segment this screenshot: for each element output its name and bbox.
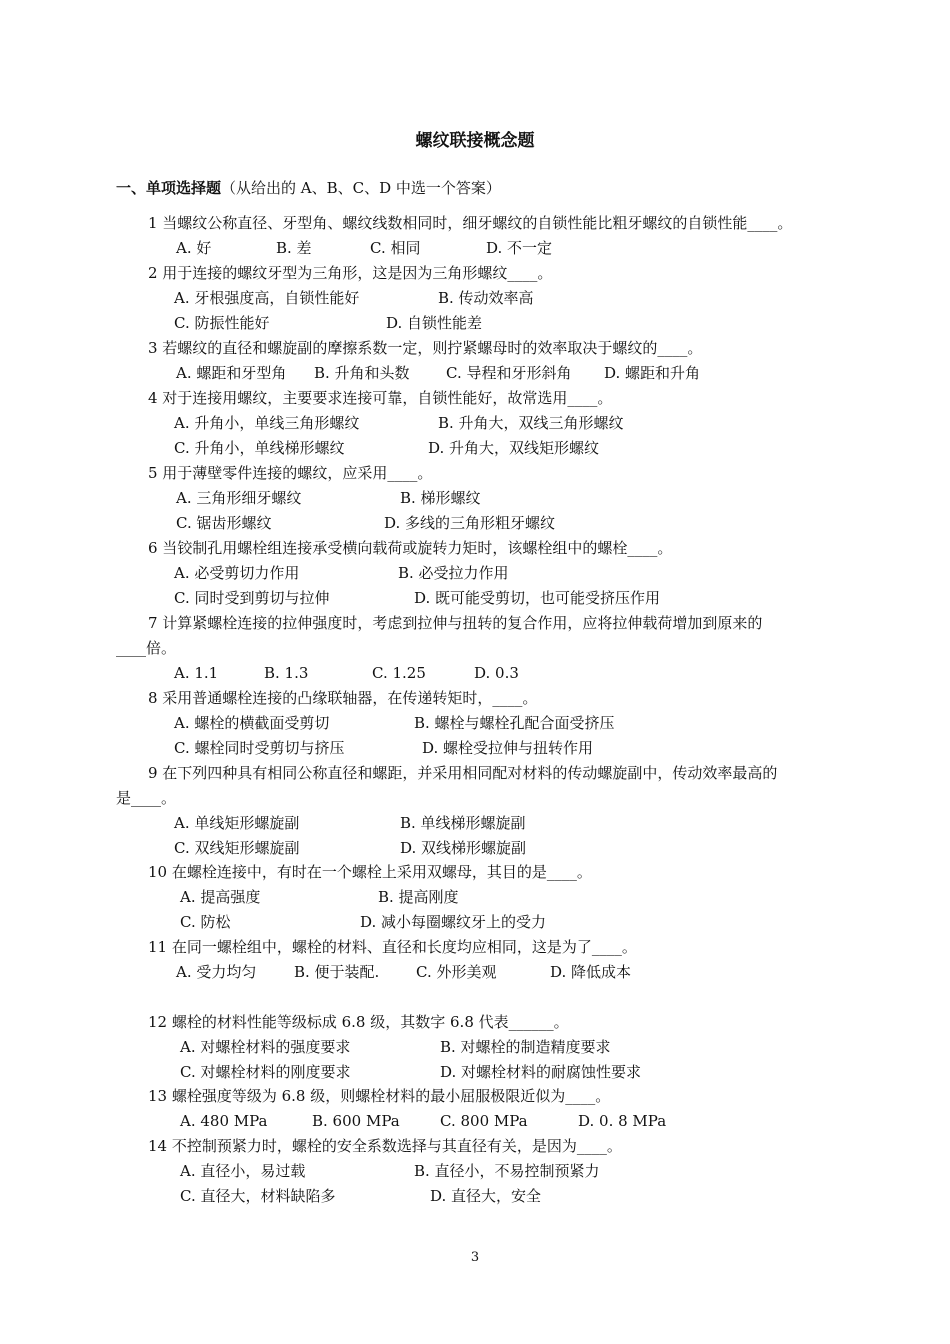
q2-option-d: D. 自锁性能差 (386, 314, 483, 332)
question-8: 8 采用普通螺栓连接的凸缘联轴器，在传递转矩时，____。 (148, 689, 538, 707)
question-2: 2 用于连接的螺纹牙型为三角形，这是因为三角形螺纹____。 (148, 264, 553, 282)
q13-option-d: D. 0. 8 MPa (578, 1112, 667, 1130)
q6-option-b: B. 必受拉力作用 (398, 564, 509, 582)
q11-option-a: A. 受力均匀 (176, 963, 257, 981)
page-title: 螺纹联接概念题 (415, 131, 535, 151)
question-6: 6 当铰制孔用螺栓组连接承受横向载荷或旋转力矩时，该螺栓组中的螺栓____。 (148, 539, 673, 557)
q12-option-d: D. 对螺栓材料的耐腐蚀性要求 (440, 1063, 642, 1081)
q9-option-c: C. 双线矩形螺旋副 (174, 839, 300, 857)
q9-option-d: D. 双线梯形螺旋副 (400, 839, 527, 857)
q14-option-d: D. 直径大，安全 (430, 1187, 542, 1205)
q5-option-a: A. 三角形细牙螺纹 (176, 489, 302, 507)
question-7: 7 计算紧螺栓连接的拉伸强度时，考虑到拉伸与扭转的复合作用，应将拉伸载荷增加到原来的 (148, 614, 763, 632)
q2-option-c: C. 防振性能好 (174, 314, 270, 332)
q4-option-a: A. 升角小，单线三角形螺纹 (174, 414, 360, 432)
q8-option-a: A. 螺栓的横截面受剪切 (174, 714, 330, 732)
q4-option-c: C. 升角小，单线梯形螺纹 (174, 439, 345, 457)
q10-option-c: C. 防松 (180, 913, 231, 931)
q12-option-a: A. 对螺栓材料的强度要求 (180, 1038, 351, 1056)
q3-option-b: B. 升角和头数 (314, 364, 410, 382)
q4-option-b: B. 升角大，双线三角形螺纹 (438, 414, 624, 432)
question-7-continued: ____倍。 (116, 639, 177, 657)
q7-option-c: C. 1.25 (372, 664, 426, 682)
q14-option-a: A. 直径小，易过载 (180, 1162, 306, 1180)
q1-option-c: C. 相同 (370, 239, 421, 257)
q7-option-d: D. 0.3 (474, 664, 519, 682)
q10-option-d: D. 减小每圈螺纹牙上的受力 (360, 913, 547, 931)
question-13: 13 螺栓强度等级为 6.8 级，则螺栓材料的最小屈服极限近似为____。 (148, 1087, 611, 1105)
q13-option-a: A. 480 MPa (180, 1112, 268, 1130)
q6-option-c: C. 同时受到剪切与拉伸 (174, 589, 330, 607)
q5-option-d: D. 多线的三角形粗牙螺纹 (384, 514, 556, 532)
q3-option-a: A. 螺距和牙型角 (176, 364, 287, 382)
q11-option-d: D. 降低成本 (550, 963, 632, 981)
q5-option-b: B. 梯形螺纹 (400, 489, 481, 507)
question-3: 3 若螺纹的直径和螺旋副的摩擦系数一定，则拧紧螺母时的效率取决于螺纹的____。 (148, 339, 703, 357)
q13-option-b: B. 600 MPa (312, 1112, 400, 1130)
q4-option-d: D. 升角大，双线矩形螺纹 (428, 439, 600, 457)
q8-option-d: D. 螺栓受拉伸与扭转作用 (422, 739, 594, 757)
q11-option-b: B. 便于装配. (294, 963, 380, 981)
q14-option-b: B. 直径小，不易控制预紧力 (414, 1162, 600, 1180)
question-4: 4 对于连接用螺纹，主要要求连接可靠，自锁性能好，故常选用____。 (148, 389, 613, 407)
q3-option-d: D. 螺距和升角 (604, 364, 701, 382)
q12-option-b: B. 对螺栓的制造精度要求 (440, 1038, 611, 1056)
q14-option-c: C. 直径大，材料缺陷多 (180, 1187, 336, 1205)
question-12: 12 螺栓的材料性能等级标成 6.8 级，其数字 6.8 代表______。 (148, 1013, 569, 1031)
q10-option-a: A. 提高强度 (180, 888, 261, 906)
q6-option-d: D. 既可能受剪切，也可能受挤压作用 (414, 589, 661, 607)
q2-option-b: B. 传动效率高 (438, 289, 534, 307)
q1-option-d: D. 不一定 (486, 239, 553, 257)
q7-option-a: A. 1.1 (174, 664, 219, 682)
q8-option-c: C. 螺栓同时受剪切与挤压 (174, 739, 345, 757)
q9-option-b: B. 单线梯形螺旋副 (400, 814, 526, 832)
q10-option-b: B. 提高刚度 (378, 888, 459, 906)
q8-option-b: B. 螺栓与螺栓孔配合面受挤压 (414, 714, 615, 732)
q11-option-c: C. 外形美观 (416, 963, 497, 981)
question-1: 1 当螺纹公称直径、牙型角、螺纹线数相同时，细牙螺纹的自锁性能比粗牙螺纹的自锁性能____。 (148, 214, 793, 232)
question-14: 14 不控制预紧力时，螺栓的安全系数选择与其直径有关，是因为____。 (148, 1137, 622, 1155)
q9-option-a: A. 单线矩形螺旋副 (174, 814, 300, 832)
question-9-continued: 是____。 (116, 789, 177, 807)
section-note: （从给出的 A、B、C、D 中选一个答案） (221, 179, 501, 197)
q2-option-a: A. 牙根强度高，自锁性能好 (174, 289, 360, 307)
question-5: 5 用于薄壁零件连接的螺纹，应采用____。 (148, 464, 433, 482)
q12-option-c: C. 对螺栓材料的刚度要求 (180, 1063, 351, 1081)
q5-option-c: C. 锯齿形螺纹 (176, 514, 272, 532)
section-title: 一、单项选择题 (116, 179, 222, 197)
q7-option-b: B. 1.3 (264, 664, 309, 682)
question-10: 10 在螺栓连接中，有时在一个螺栓上采用双螺母，其目的是____。 (148, 863, 592, 881)
section-heading (116, 177, 501, 198)
q13-option-c: C. 800 MPa (440, 1112, 528, 1130)
page-number: 3 (470, 1250, 480, 1265)
q1-option-a: A. 好 (176, 239, 212, 257)
question-11: 11 在同一螺栓组中，螺栓的材料、直径和长度均应相同，这是为了____。 (148, 938, 637, 956)
q1-option-b: B. 差 (276, 239, 312, 257)
question-9: 9 在下列四种具有相同公称直径和螺距，并采用相同配对材料的传动螺旋副中，传动效率最高的 (148, 764, 778, 782)
q6-option-a: A. 必受剪切力作用 (174, 564, 300, 582)
q3-option-c: C. 导程和牙形斜角 (446, 364, 572, 382)
